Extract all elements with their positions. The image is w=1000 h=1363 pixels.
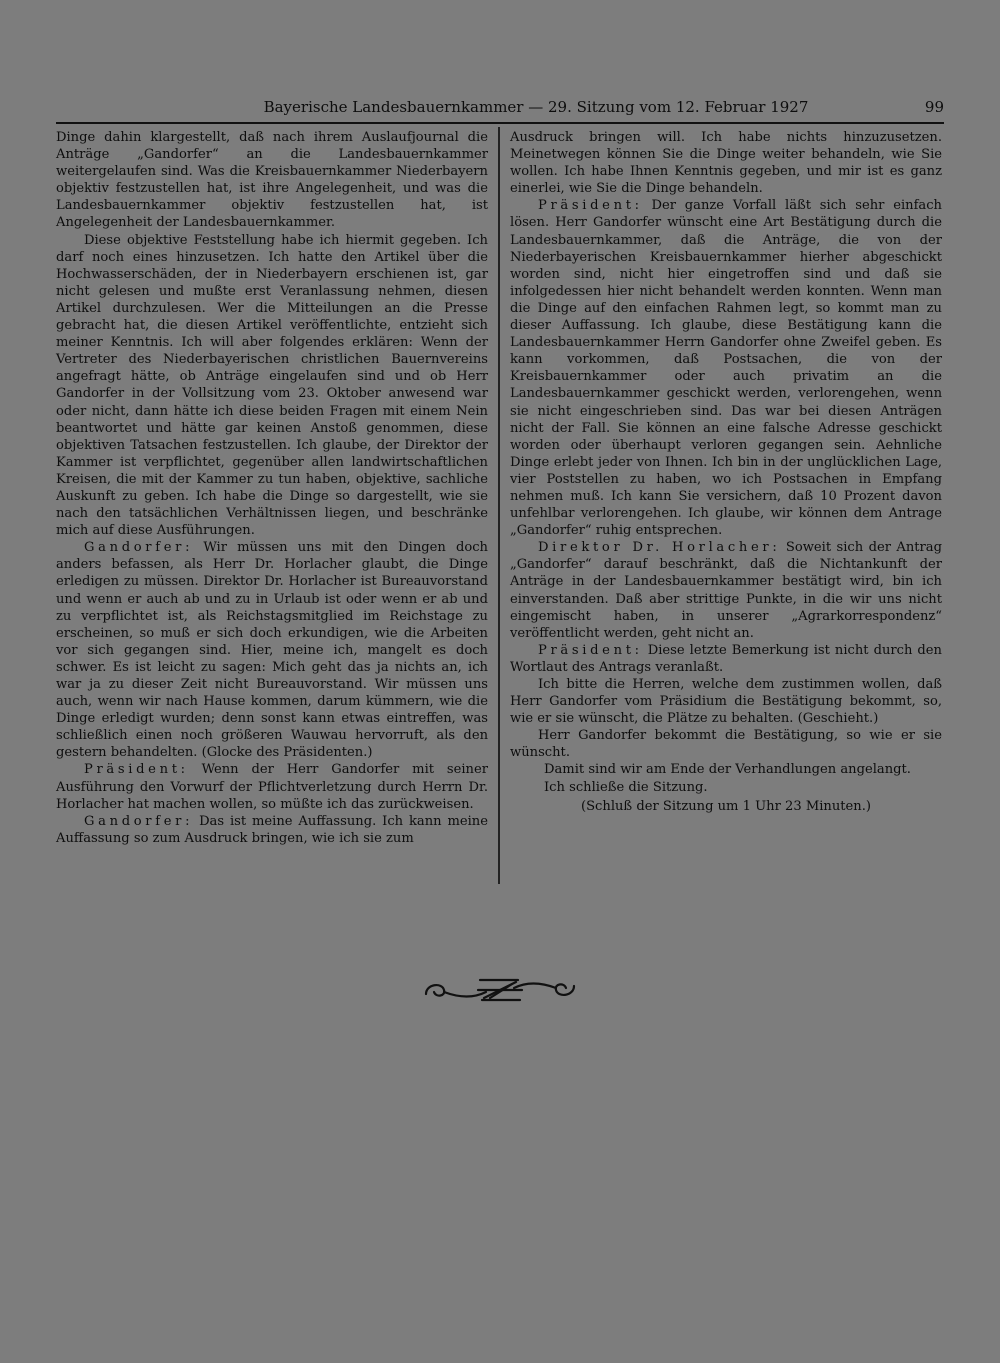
- page-number: 99: [924, 98, 944, 116]
- speech-text: Wenn der Herr Gandorfer mit seiner Ausführung den Vorwurf der Pflichtverletzung durch Herrn Dr. Horlacher hat machen wollen, so müßte ich das zurückweisen.: [56, 762, 488, 812]
- paragraph: [510, 642, 942, 676]
- speech-text: Soweit sich der Antrag „Gandorfer“ darauf beschränkt, daß die Nichtankunft der Anträge in der Landesbauernkammer bestätigt wird, bin ich einverstanden. Daß aber strittige Punkte, in die wir uns nicht eingemischt haben, in unserer „Agrarkorrespondenz“ veröffentlicht werden, geht nicht an.: [510, 540, 942, 641]
- paragraph: [510, 197, 942, 539]
- speaker-name: Gandorfer:: [84, 540, 194, 556]
- speaker-name: Präsident:: [84, 762, 189, 778]
- paragraph: [56, 761, 488, 812]
- speaker-name: Direktor Dr. Horlacher:: [538, 540, 781, 556]
- paragraph: [56, 539, 488, 761]
- left-column: [56, 129, 488, 847]
- speaker-name: Präsident:: [538, 642, 643, 658]
- paragraph: Dinge dahin klargestellt, daß nach ihrem Auslaufjournal die Anträge „Gandorfer“ an die Landesbauernkammer weitergelaufen sind. Was die Kreisbauernkammer Niederbayern objektiv festzustellen hat, ist ihre Angelegenheit, und was die Landesbauernkammer objektiv festzustellen hat, ist Angelegenheit der Landesbauernkammer.: [56, 130, 488, 231]
- speech-text: Das ist meine Auffassung. Ich kann meine Auffassung so zum Ausdruck bringen, wie ich sie zum: [56, 813, 488, 846]
- closing-note: (Schluß der Sitzung um 1 Uhr 23 Minuten.): [580, 798, 872, 814]
- speech-text: Wir müssen uns mit den Dingen doch anders befassen, als Herr Dr. Horlacher glaubt, die Dinge erledigen zu müssen. Direktor Dr. Horlacher ist Bureauvorstand und wenn er auch ab und zu in Urlaub ist oder wenn er ab und zu verpflichtet ist, als Reichstagsmitglied im Reichstage zu erscheinen, so muß er sich doch erkundigen, wie die Arbeiten vor sich gegangen sind. Hier, meine ich, mangelt es doch schwer. Es ist leicht zu sagen: Mich geht das ja nichts an, ich war ja zu dieser Zeit nicht Bureauvorstand. Wir müssen uns auch, wenn wir nach Hause kommen, darum kümmern, wie die Dinge erledigt wurden; denn sonst kann etwas eintreffen, was schließlich einen noch größeren Wauwau hervorruft, als den gestern behandelten. (Glocke des Präsidenten.): [56, 540, 488, 761]
- paragraph: Herr Gandorfer bekommt die Bestätigung, so wie er sie wünscht.: [510, 728, 942, 761]
- speaker-name: Präsident:: [538, 198, 643, 214]
- paragraph: Ich schließe die Sitzung.: [544, 779, 708, 795]
- speech-text: Der ganze Vorfall läßt sich sehr einfach lösen. Herr Gandorfer wünscht eine Art Bestätigung durch die Landesbauernkammer, daß die Anträge, die von der Niederbayerischen Kreisbauernkammer hierher abgeschickt worden sind, nicht hier eingetroffen sind und daß sie infolgedessen hier nicht behandelt werden konnten. Wenn man die Dinge auf den einfachen Rahmen legt, so kommt man zu dieser Auffassung. Ich glaube, diese Bestätigung kann die Landesbauernkammer Herrn Gandorfer ohne Zweifel geben. Es kann vorkommen, daß Postsachen, die von der Kreisbauernkammer oder auch privatim an die Landesbauernkammer geschickt werden, verlorengehen, wenn sie nicht eingeschrieben sind. Das war bei diesen Anträgen nicht der Fall. Sie können an eine falsche Adresse geschickt worden oder überhaupt verloren gegangen sein. Aehnliche Dinge erlebt jeder von Ihnen. Ich bin in der unglücklichen Lage, vier Poststellen zu haben, wo ich Postsachen in Empfang nehmen muß. Ich kann Sie versichern, daß 10 Prozent davon unfehlbar verlorengehen. Ich glaube, wir können dem Antrage „Gandorfer“ ruhig entsprechen.: [510, 198, 942, 539]
- page-header: [56, 98, 944, 122]
- paragraph: Ausdruck bringen will. Ich habe nichts hinzuzusetzen. Meinetwegen können Sie die Dinge weiter behandeln, wie Sie wollen. Ich habe Ihnen Kenntnis gegeben, und mir ist es ganz einerlei, wie Sie die Dinge behandeln.: [510, 130, 942, 197]
- right-column: [510, 129, 942, 815]
- decorative-flourish-icon: [420, 968, 580, 1012]
- paragraph: Damit sind wir am Ende der Verhandlungen angelangt.: [544, 762, 911, 778]
- speaker-name: Gandorfer:: [84, 813, 194, 829]
- header-rule: [56, 122, 944, 124]
- running-title: Bayerische Landesbauernkammer — 29. Sitzung vom 12. Februar 1927: [263, 98, 809, 116]
- paragraph: Ich bitte die Herren, welche dem zustimmen wollen, daß Herr Gandorfer vom Präsidium die Bestätigung bekommt, so, wie er sie wünscht, die Plätze zu behalten. (Geschieht.): [510, 677, 942, 727]
- paragraph: [56, 813, 488, 847]
- paragraph: [510, 539, 942, 642]
- speech-text: Diese letzte Bemerkung ist nicht durch den Wortlaut des Antrags veranlaßt.: [510, 642, 942, 675]
- paragraph: Diese objektive Feststellung habe ich hiermit gegeben. Ich darf noch eines hinzusetzen. Ich hatte den Artikel über die Hochwasserschäden, der in Niederbayern erschienen ist, gar nicht gelesen und mußte erst Veranlassung nehmen, diesen Artikel durchzulesen. Wer die Mitteilungen an die Presse gebracht hat, die diesen Artikel veröffentlichte, entzieht sich meiner Kenntnis. Ich will aber folgendes erklären: Wenn der Vertreter des Niederbayerischen christlichen Bauernvereins angefragt hätte, ob Anträge eingelaufen sind und ob Herr Gandorfer in der Vollsitzung vom 23. Oktober anwesend war oder nicht, dann hätte ich diese beiden Fragen mit einem Nein beantwortet und hätte gar keinen Anstoß genommen, diese objektiven Tatsachen festzustellen. Ich glaube, der Direktor der Kammer ist verpflichtet, gegenüber allen landwirtschaftlichen Kreisen, die mit der Kammer zu tun haben, objektive, sachliche Auskunft zu geben. Ich habe die Dinge so dargestellt, wie sie nach den tatsächlichen Verhältnissen liegen, und beschränke mich auf diese Ausführungen.: [56, 232, 488, 539]
- column-divider: [498, 127, 500, 884]
